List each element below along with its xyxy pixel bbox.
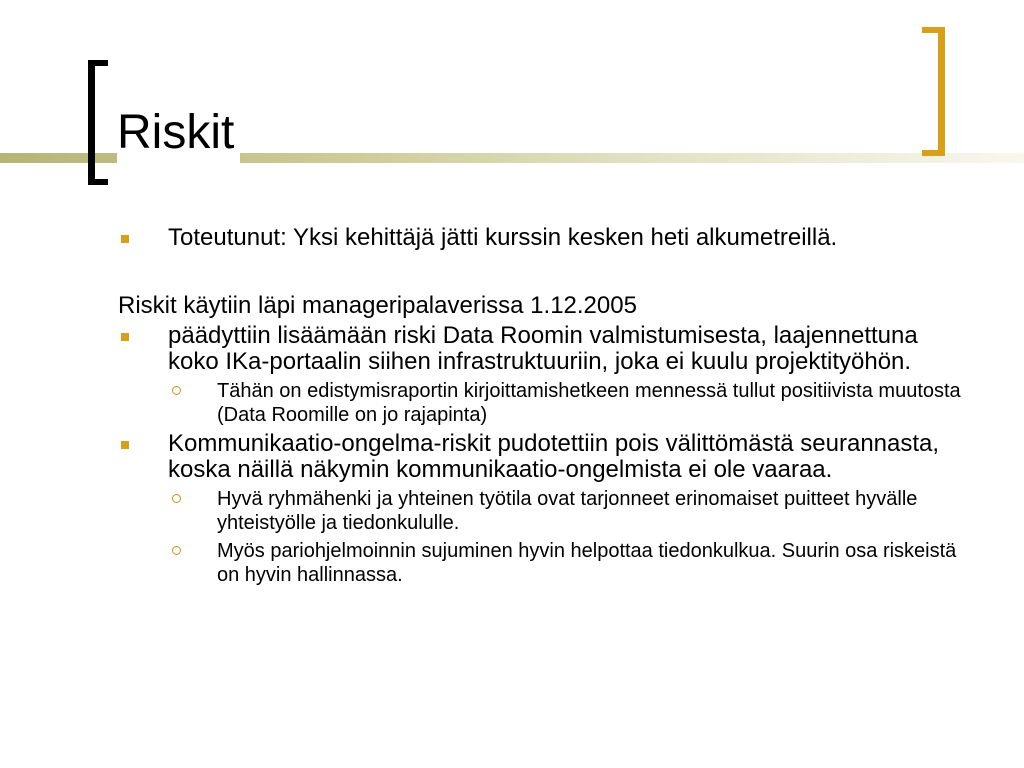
bullet-item	[118, 323, 968, 375]
sub-bullet-item	[118, 379, 968, 427]
plain-paragraph: Riskit käytiin läpi manageripalaverissa 1.12.2005	[118, 292, 637, 319]
sub-bullet-item	[118, 487, 968, 535]
sub-bullet-item	[118, 539, 968, 587]
slide-content	[118, 225, 968, 587]
right-bracket-decoration	[922, 27, 945, 156]
sub-bullet-text: Myös pariohjelmoinnin sujuminen hyvin helpottaa tiedonkulkua. Suurin osa riskeistä on hyvin hallinnassa.	[217, 540, 957, 586]
ring-bullet-icon	[172, 494, 181, 503]
slide-title: Riskit	[117, 103, 240, 163]
bullet-text: Toteutunut: Yksi kehittäjä jätti kurssin kesken heti alkumetreillä.	[168, 224, 838, 251]
sub-bullet-text: Tähän on edistymisraportin kirjoittamishetkeen mennessä tullut positiivista muutosta (Data Roomille on jo rajapinta)	[217, 380, 961, 426]
left-bracket-decoration	[88, 60, 108, 185]
bullet-item	[118, 431, 968, 483]
ring-bullet-icon	[172, 546, 181, 555]
square-bullet-icon	[121, 235, 129, 243]
bullet-item	[118, 225, 968, 251]
sub-bullet-text: Hyvä ryhmähenki ja yhteinen työtila ovat tarjonneet erinomaiset puitteet hyvälle yhteistyölle ja tiedonkululle.	[217, 488, 918, 534]
bullet-text: päädyttiin lisäämään riski Data Roomin valmistumisesta, laajennettuna koko IKa-portaalin siihen infrastruktuuriin, joka ei kuulu projektityöhön.	[168, 322, 918, 375]
ring-bullet-icon	[172, 386, 181, 395]
square-bullet-icon	[121, 441, 129, 449]
bullet-text: Kommunikaatio-ongelma-riskit pudotettiin pois välittömästä seurannasta, koska näillä näkymin kommunikaatio-ongelmista ei ole vaaraa.	[168, 430, 940, 483]
square-bullet-icon	[121, 333, 129, 341]
